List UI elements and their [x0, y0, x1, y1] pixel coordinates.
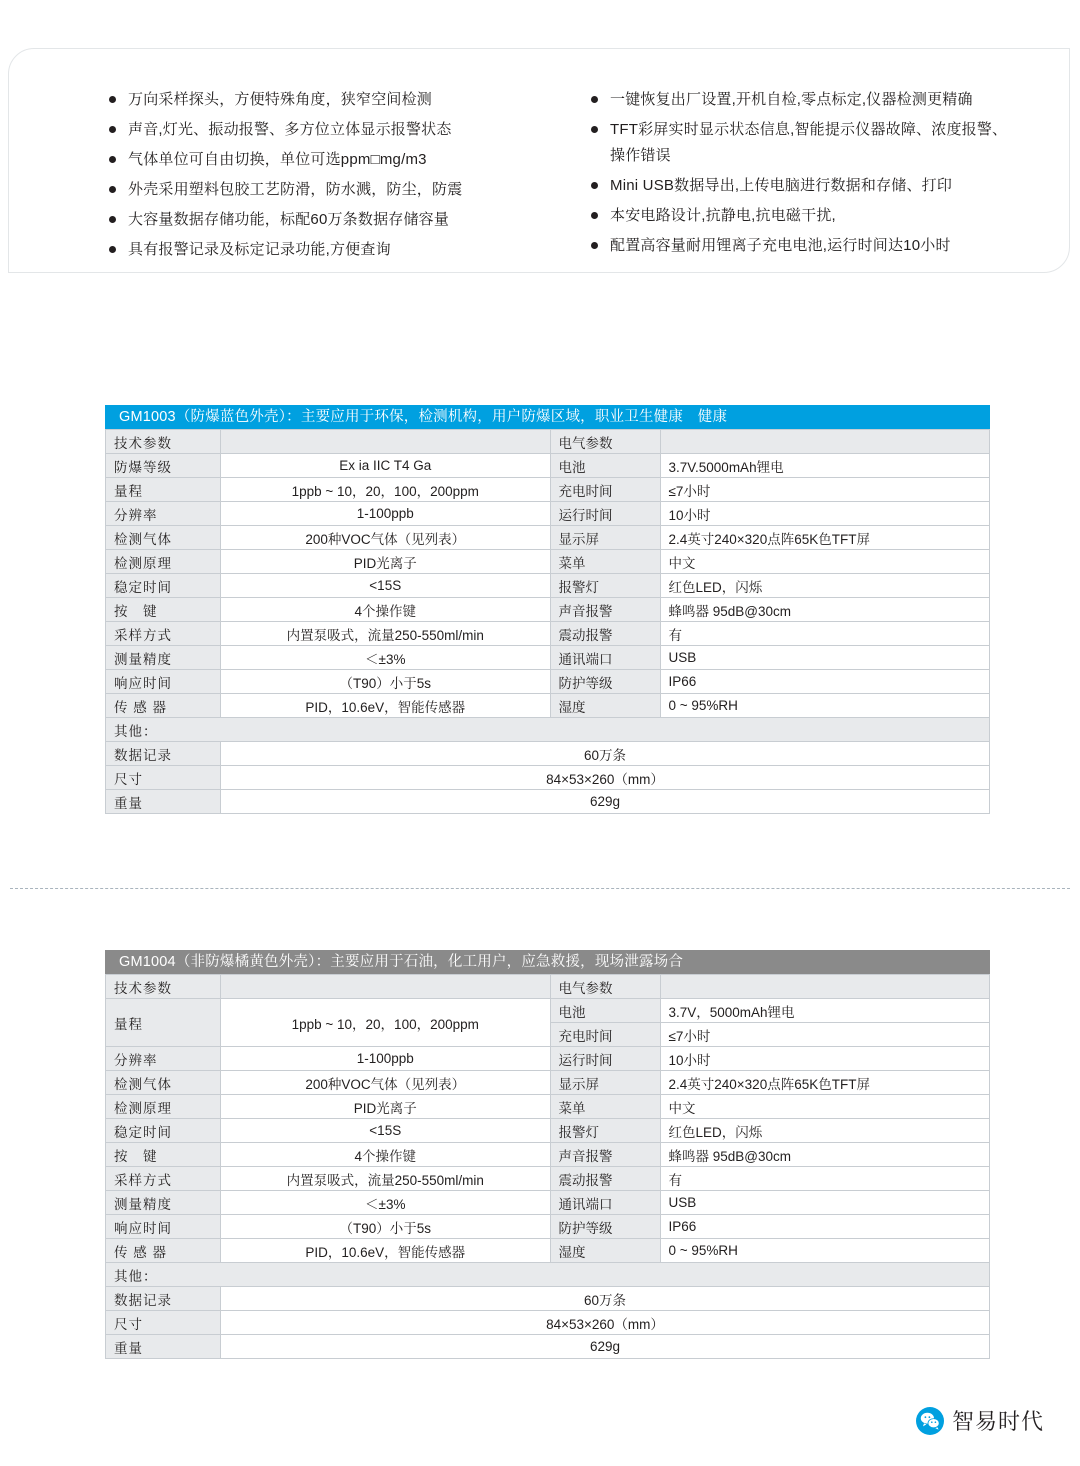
row-label: 分辨率	[106, 1047, 221, 1071]
bullet-icon	[109, 156, 116, 163]
features-columns	[109, 87, 1009, 267]
list-item	[591, 203, 1009, 229]
table-row	[106, 1191, 990, 1215]
row-value: 1ppb ~ 10，20，100，200ppm	[221, 999, 551, 1047]
list-item	[109, 237, 527, 263]
row-label-right: 防护等级	[550, 1215, 660, 1239]
spec-table-gm1004	[105, 950, 990, 1359]
row-value-right: USB	[660, 646, 990, 670]
table-row	[106, 622, 990, 646]
table-row	[106, 742, 990, 766]
row-value: 内置泵吸式，流量250-550ml/min	[221, 622, 551, 646]
row-label-right: 湿度	[550, 694, 660, 718]
table-row	[106, 1143, 990, 1167]
row-label: 响应时间	[106, 1215, 221, 1239]
row-value: 629g	[221, 1335, 990, 1359]
other-section-row	[106, 1263, 990, 1287]
row-label: 防爆等级	[106, 454, 221, 478]
footer-brand	[916, 1405, 1044, 1436]
table-row	[106, 790, 990, 814]
header-technical-params: 技术参数	[106, 975, 221, 999]
row-label: 数据记录	[106, 1287, 221, 1311]
table-row	[106, 598, 990, 622]
list-item	[109, 87, 527, 113]
row-value: 60万条	[221, 1287, 990, 1311]
row-label-right: 防护等级	[550, 670, 660, 694]
spec-title-gm1003: GM1003（防爆蓝色外壳）：主要应用于环保，检测机构，用户防爆区域，职业卫生健康 健康	[105, 405, 990, 429]
row-value: 84×53×260（mm）	[221, 1311, 990, 1335]
row-label: 测量精度	[106, 646, 221, 670]
row-value: 1ppb ~ 10，20，100，200ppm	[221, 478, 551, 502]
header-electrical-params-value	[660, 430, 990, 454]
spec-table	[105, 429, 990, 814]
list-item	[591, 117, 1009, 169]
row-label-right: 运行时间	[550, 1047, 660, 1071]
row-label: 稳定时间	[106, 1119, 221, 1143]
table-row	[106, 670, 990, 694]
other-section-row	[106, 718, 990, 742]
row-value-right: 3.7V，5000mAh锂电	[660, 999, 990, 1023]
row-label-right: 声音报警	[550, 598, 660, 622]
row-label: 尺寸	[106, 1311, 221, 1335]
table-row	[106, 1119, 990, 1143]
features-card	[8, 48, 1070, 273]
table-row	[106, 646, 990, 670]
row-value-right: ≤7小时	[660, 478, 990, 502]
feature-text: 声音,灯光、振动报警、多方位立体显示报警状态	[128, 121, 452, 138]
row-label: 量程	[106, 478, 221, 502]
list-item	[109, 207, 527, 233]
table-row	[106, 694, 990, 718]
table-row	[106, 1167, 990, 1191]
row-label: 按 键	[106, 598, 221, 622]
bullet-icon	[591, 126, 598, 133]
row-label-right: 震动报警	[550, 1167, 660, 1191]
bullet-icon	[109, 96, 116, 103]
row-value: （T90）小于5s	[221, 1215, 551, 1239]
row-value: （T90）小于5s	[221, 670, 551, 694]
row-value-right: 蜂鸣器 95dB@30cm	[660, 598, 990, 622]
row-label-right: 菜单	[550, 1095, 660, 1119]
row-value: 1-100ppb	[221, 502, 551, 526]
row-label: 检测原理	[106, 550, 221, 574]
spec-table-gm1003	[105, 405, 990, 814]
row-value: PID，10.6eV，智能传感器	[221, 1239, 551, 1263]
row-label-right: 充电时间	[550, 1023, 660, 1047]
row-value: 内置泵吸式，流量250-550ml/min	[221, 1167, 551, 1191]
row-label-right: 报警灯	[550, 574, 660, 598]
row-label: 稳定时间	[106, 574, 221, 598]
row-value: 200种VOC气体（见列表）	[221, 1071, 551, 1095]
other-label: 其他：	[106, 1263, 990, 1287]
feature-text: 配置高容量耐用锂离子充电电池,运行时间达10小时	[610, 237, 951, 254]
row-value-right: 0 ~ 95%RH	[660, 694, 990, 718]
header-electrical-params: 电气参数	[550, 430, 660, 454]
bullet-icon	[109, 186, 116, 193]
row-label-right: 充电时间	[550, 478, 660, 502]
table-row	[106, 1047, 990, 1071]
feature-text: 万向采样探头，方便特殊角度，狭窄空间检测	[128, 91, 433, 108]
row-value-right: 中文	[660, 550, 990, 574]
row-value-right: 有	[660, 622, 990, 646]
row-label: 测量精度	[106, 1191, 221, 1215]
row-value-right: 红色LED，闪烁	[660, 574, 990, 598]
row-label: 尺寸	[106, 766, 221, 790]
table-row	[106, 1071, 990, 1095]
bullet-icon	[109, 126, 116, 133]
header-technical-params: 技术参数	[106, 430, 221, 454]
row-value-right: IP66	[660, 670, 990, 694]
list-item	[109, 117, 527, 143]
row-value-right: 0 ~ 95%RH	[660, 1239, 990, 1263]
feature-text: 气体单位可自由切换，单位可选ppm□mg/m3	[128, 151, 427, 168]
row-label: 传 感 器	[106, 694, 221, 718]
table-row	[106, 999, 990, 1023]
row-value-right: 有	[660, 1167, 990, 1191]
bullet-icon	[591, 242, 598, 249]
list-item	[591, 233, 1009, 259]
row-label-right: 声音报警	[550, 1143, 660, 1167]
row-label: 检测原理	[106, 1095, 221, 1119]
row-label-right: 通讯端口	[550, 1191, 660, 1215]
feature-text: TFT彩屏实时显示状态信息,智能提示仪器故障、浓度报警、操作错误	[610, 121, 1008, 164]
table-row	[106, 454, 990, 478]
row-value-right: 蜂鸣器 95dB@30cm	[660, 1143, 990, 1167]
table-row	[106, 1335, 990, 1359]
row-label: 传 感 器	[106, 1239, 221, 1263]
row-value-right: 10小时	[660, 502, 990, 526]
row-label: 采样方式	[106, 1167, 221, 1191]
features-left-column	[109, 87, 527, 267]
feature-text: 本安电路设计,抗静电,抗电磁干扰,	[610, 207, 836, 224]
row-label-right: 通讯端口	[550, 646, 660, 670]
row-value: PID光离子	[221, 1095, 551, 1119]
row-value: PID光离子	[221, 550, 551, 574]
table-row	[106, 526, 990, 550]
row-label: 量程	[106, 999, 221, 1047]
row-value: 60万条	[221, 742, 990, 766]
row-label-right: 震动报警	[550, 622, 660, 646]
row-label: 检测气体	[106, 526, 221, 550]
feature-text: 外壳采用塑料包胶工艺防滑，防水溅，防尘，防震	[128, 181, 463, 198]
list-item	[109, 177, 527, 203]
features-right-column	[591, 87, 1009, 267]
table-row	[106, 502, 990, 526]
row-label: 分辨率	[106, 502, 221, 526]
spec-title-gm1004: GM1004（非防爆橘黄色外壳）：主要应用于石油，化工用户，应急救援，现场泄露场合	[105, 950, 990, 974]
row-label-right: 电池	[550, 454, 660, 478]
table-row	[106, 1311, 990, 1335]
row-value-right: USB	[660, 1191, 990, 1215]
brand-name: 智易时代	[951, 1409, 1044, 1434]
row-label-right: 显示屏	[550, 526, 660, 550]
row-value: Ex ia IIC T4 Ga	[221, 454, 551, 478]
row-label: 按 键	[106, 1143, 221, 1167]
table-row	[106, 478, 990, 502]
header-technical-params-value	[221, 430, 551, 454]
row-value-right: 2.4英寸240×320点阵65K色TFT屏	[660, 526, 990, 550]
feature-text: 具有报警记录及标定记录功能,方便查询	[128, 241, 391, 258]
row-label-right: 运行时间	[550, 502, 660, 526]
table-row	[106, 766, 990, 790]
row-value-right: 红色LED，闪烁	[660, 1119, 990, 1143]
row-value-right: IP66	[660, 1215, 990, 1239]
row-label-right: 菜单	[550, 550, 660, 574]
row-label: 检测气体	[106, 1071, 221, 1095]
row-value: 1-100ppb	[221, 1047, 551, 1071]
row-value-right: ≤7小时	[660, 1023, 990, 1047]
row-label-right: 报警灯	[550, 1119, 660, 1143]
bullet-icon	[591, 96, 598, 103]
row-value-right: 中文	[660, 1095, 990, 1119]
table-header-row	[106, 975, 990, 999]
wechat-icon	[916, 1407, 944, 1435]
row-label: 重量	[106, 790, 221, 814]
row-value: 200种VOC气体（见列表）	[221, 526, 551, 550]
table-row	[106, 1239, 990, 1263]
bullet-icon	[109, 246, 116, 253]
spec-table	[105, 974, 990, 1359]
row-value: ＜±3%	[221, 1191, 551, 1215]
table-row	[106, 1095, 990, 1119]
section-divider	[10, 888, 1070, 889]
feature-text: 一键恢复出厂设置,开机自检,零点标定,仪器检测更精确	[610, 91, 973, 108]
header-electrical-params: 电气参数	[550, 975, 660, 999]
row-label-right: 电池	[550, 999, 660, 1023]
table-row	[106, 1215, 990, 1239]
other-label: 其他：	[106, 718, 990, 742]
bullet-icon	[591, 212, 598, 219]
table-row	[106, 574, 990, 598]
feature-text: Mini USB数据导出,上传电脑进行数据和存储、打印	[610, 177, 953, 194]
list-item	[109, 147, 527, 173]
row-label: 重量	[106, 1335, 221, 1359]
row-value: 629g	[221, 790, 990, 814]
row-value: <15S	[221, 574, 551, 598]
table-row	[106, 1287, 990, 1311]
row-label: 响应时间	[106, 670, 221, 694]
bullet-icon	[591, 182, 598, 189]
list-item	[591, 87, 1009, 113]
list-item	[591, 173, 1009, 199]
row-value: ＜±3%	[221, 646, 551, 670]
header-electrical-params-value	[660, 975, 990, 999]
row-value: <15S	[221, 1119, 551, 1143]
row-label-right: 显示屏	[550, 1071, 660, 1095]
table-row	[106, 550, 990, 574]
header-technical-params-value	[221, 975, 551, 999]
row-value-right: 10小时	[660, 1047, 990, 1071]
row-label-right: 湿度	[550, 1239, 660, 1263]
row-label: 采样方式	[106, 622, 221, 646]
feature-text: 大容量数据存储功能，标配60万条数据存储容量	[128, 211, 450, 228]
row-value: PID，10.6eV，智能传感器	[221, 694, 551, 718]
row-value-right: 2.4英寸240×320点阵65K色TFT屏	[660, 1071, 990, 1095]
row-value: 4个操作键	[221, 598, 551, 622]
bullet-icon	[109, 216, 116, 223]
row-value: 84×53×260（mm）	[221, 766, 990, 790]
table-header-row	[106, 430, 990, 454]
row-value: 4个操作键	[221, 1143, 551, 1167]
row-label: 数据记录	[106, 742, 221, 766]
row-value-right: 3.7V.5000mAh锂电	[660, 454, 990, 478]
